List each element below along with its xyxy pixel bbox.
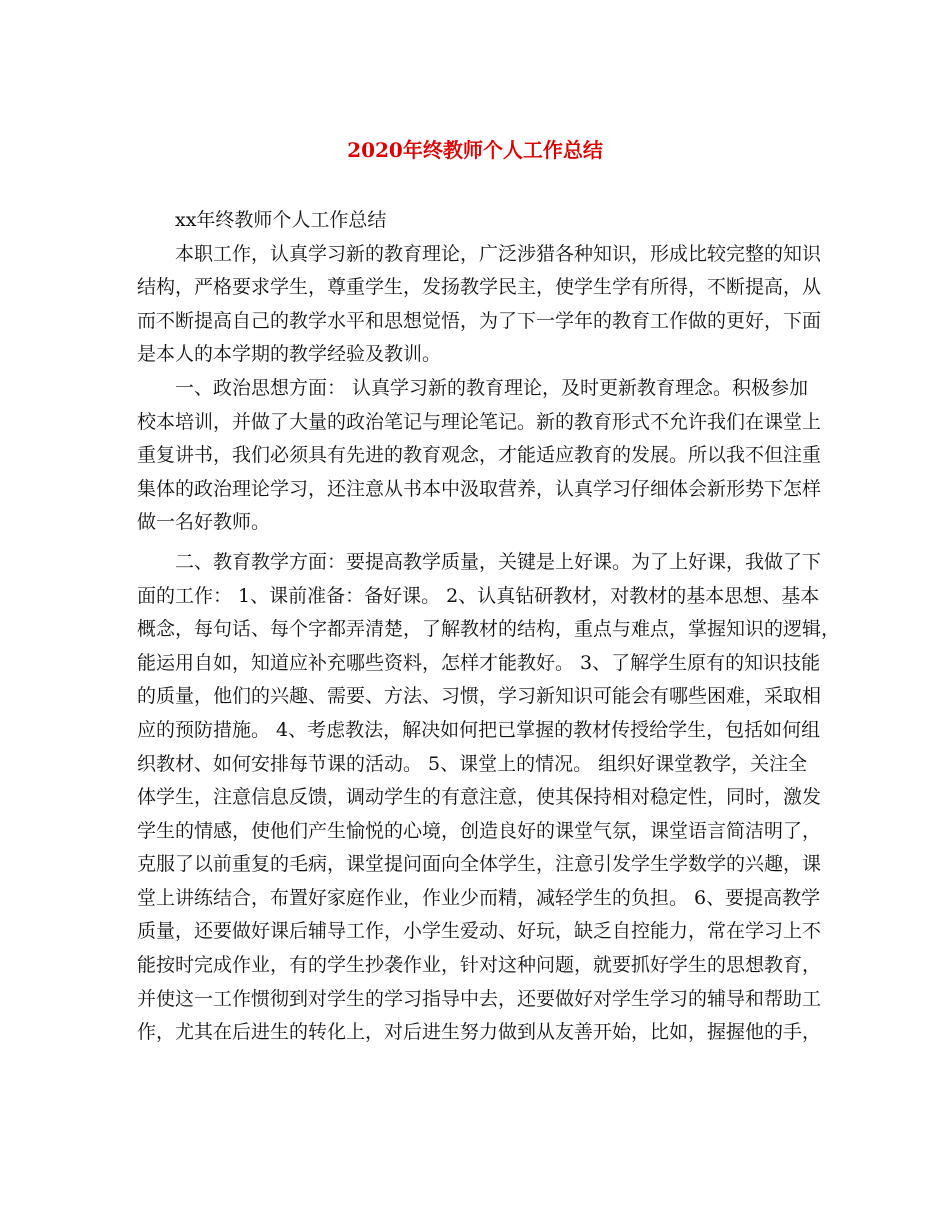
paragraph-line: 堂上讲练结合，布置好家庭作业，作业少而精，减轻学生的负担。 6、要提高教学 [137, 886, 821, 909]
paragraph-line: 作，尤其在后进生的转化上，对后进生努力做到从友善开始，比如，握握他的手， [137, 1021, 822, 1044]
paragraph-line: 克服了以前重复的毛病，课堂提问面向全体学生，注意引发学生学数学的兴趣，课 [137, 853, 822, 876]
paragraph-line: 并使这一工作惯彻到对学生的学习指导中去，还要做好对学生学习的辅导和帮助工 [137, 987, 822, 1010]
paragraph-line: 本职工作，认真学习新的教育理论，广泛涉猎各种知识，形成比较完整的知识 [175, 242, 822, 265]
paragraph-line: 体学生，注意信息反馈，调动学生的有意注意，使其保持相对稳定性，同时，激发 [137, 786, 822, 809]
subtitle-line: xx年终教师个人工作总结 [175, 209, 387, 231]
paragraph-line: 结构，严格要求学生，尊重学生，发扬教学民主，使学生学有所得，不断提高，从 [137, 276, 822, 299]
paragraph-line: 集体的政治理论学习，还注意从书本中汲取营养，认真学习仔细体会新形势下怎样 [137, 477, 822, 500]
paragraph-line: 应的预防措施。 4、考虑教法，解决如何把已掌握的教材传授给学生，包括如何组 [137, 718, 821, 741]
paragraph-line: 质量，还要做好课后辅导工作，小学生爱动、好玩，缺乏自控能力，常在学习上不 [137, 920, 822, 943]
paragraph-line: 是本人的本学期的教学经验及教训。 [137, 343, 442, 366]
paragraph-line: 能按时完成作业，有的学生抄袭作业，针对这种问题，就要抓好学生的思想教育， [137, 954, 822, 977]
paragraph-line: 一、政治思想方面： 认真学习新的教育理论，及时更新教育理念。积极参加 [175, 376, 809, 399]
paragraph-line: 面的工作： 1、课前准备：备好课。 2、认真钻研教材，对教材的基本思想、基本 [137, 584, 820, 607]
paragraph-line: 而不断提高自己的教学水平和思想觉悟，为了下一学年的教育工作做的更好，下面 [137, 309, 822, 332]
paragraph-line: 的质量，他们的兴趣、需要、方法、习惯，学习新知识可能会有哪些困难，采取相 [137, 685, 822, 708]
paragraph-line: 重复讲书，我们必须具有先进的教育观念，才能适应教育的发展。所以我不但注重 [137, 444, 822, 467]
paragraph-line: 做一名好教师。 [137, 511, 271, 534]
paragraph-line: 概念，每句话、每个字都弄清楚，了解教材的结构，重点与难点，掌握知识的逻辑， [137, 618, 841, 641]
document-body [137, 204, 841, 1050]
paragraph-line: 校本培训，并做了大量的政治笔记与理论笔记。新的教育形式不允许我们在课堂上 [137, 410, 822, 433]
paragraph-line: 织教材、如何安排每节课的活动。 5、课堂上的情况。 组织好课堂教学，关注全 [137, 752, 808, 775]
paragraph-line: 学生的情感，使他们产生愉悦的心境，创造良好的课堂气氛，课堂语言简洁明了， [137, 819, 822, 842]
paragraph-line: 能运用自如，知道应补充哪些资料，怎样才能教好。 3、了解学生原有的知识技能 [137, 651, 821, 674]
paragraph-line: 二、教育教学方面：要提高教学质量，关键是上好课。为了上好课，我做了下 [175, 550, 822, 573]
document-title: 2020年终教师个人工作总结 [347, 138, 603, 162]
